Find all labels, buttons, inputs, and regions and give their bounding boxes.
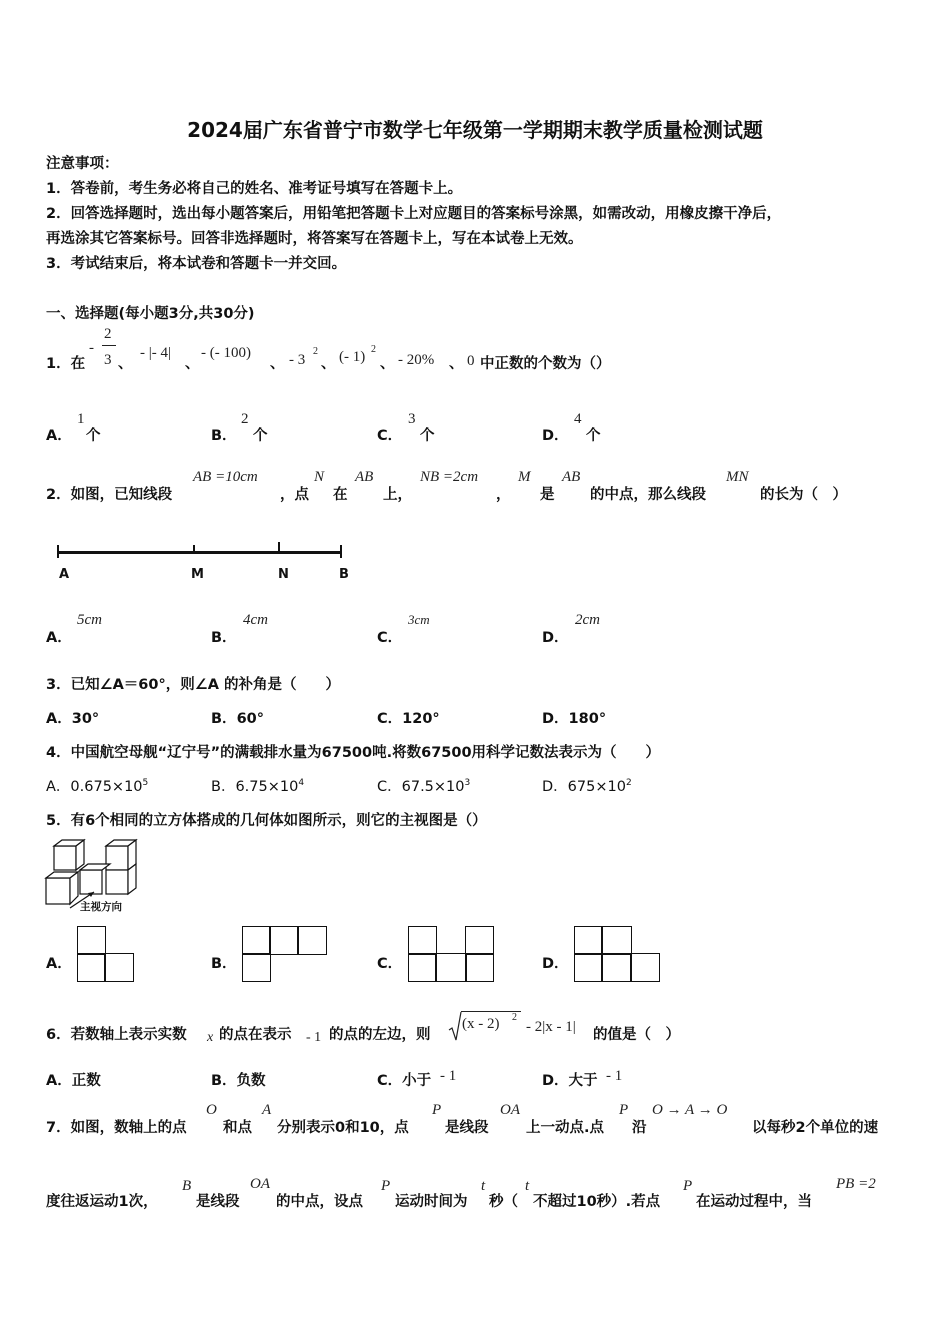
q1-frac-den: 3 [104, 352, 112, 368]
q1-option-b-value: 2 [241, 411, 249, 427]
q6-option-c-math: - 1 [440, 1068, 457, 1084]
q3-option-a[interactable] [46, 707, 99, 728]
notice-item-3: 3．考试结束后，将本试卷和答题卡一并交回。 [46, 256, 347, 272]
q3-option-b[interactable] [211, 707, 264, 728]
q5-option-c-label[interactable]: C． [377, 956, 403, 972]
notice-item-1: 1．答卷前，考生务必将自己的姓名、准考证号填写在答题卡上。 [46, 181, 463, 197]
q2-text: ， [496, 487, 511, 503]
q4-option-b-label: B． [211, 779, 236, 795]
q2-text: 在 [333, 487, 348, 503]
page-title: 2024届广东省普宁市数学七年级第一学期期末教学质量检测试题 [187, 118, 763, 142]
q1-option-b-label[interactable]: B． [211, 428, 237, 444]
q2-m: M [518, 469, 531, 485]
q2-text: 上， [383, 487, 412, 503]
q2-option-c-value: 3cm [408, 612, 430, 627]
q7-text: 以每秒2个单位的速 [752, 1120, 879, 1136]
q2-text: ，点 [280, 487, 309, 503]
q5-option-b-label[interactable]: B． [211, 956, 237, 972]
q4-option-b-value: 6.75×10 [235, 779, 299, 795]
q1-term-pow: - 3 [289, 352, 306, 368]
q6-option-a[interactable] [46, 1069, 101, 1090]
q4-option-b[interactable] [211, 775, 304, 796]
q7-p3: P [381, 1178, 391, 1194]
q6-option-b-value: 负数 [236, 1073, 266, 1089]
q7-text: 秒（ [489, 1194, 518, 1210]
q6-mid: 的点在表示 [219, 1027, 292, 1043]
q7-b: B [182, 1178, 192, 1194]
q2-n: N [314, 469, 325, 485]
q4-option-a[interactable] [46, 775, 148, 796]
section-heading: 一、选择题(每小题3分,共30分) [46, 306, 255, 322]
q6-option-d[interactable] [542, 1069, 598, 1090]
tick-b [340, 545, 342, 558]
q6-option-b[interactable] [211, 1069, 266, 1090]
q2-ab: AB [355, 469, 374, 485]
label-m: M [191, 567, 204, 582]
q1-frac-num: 2 [104, 326, 112, 342]
q2-ab-eq: AB =10cm [193, 469, 258, 485]
q1-option-b-unit: 个 [253, 428, 268, 444]
q6-option-d-value: 大于 [568, 1073, 598, 1089]
notice-item-2-cont: 再选涂其它答案标号。回答非选择题时，将答案写在答题卡上，写在本试卷上无效。 [46, 231, 583, 247]
q2-option-c-label[interactable]: C． [377, 630, 403, 646]
q1-term-abs: - |- 4| [140, 345, 171, 361]
q2-mn: MN [726, 469, 749, 485]
q6-expr-rest: - 2|x - 1| [526, 1019, 576, 1035]
q3-option-a-label: A． [46, 711, 72, 727]
q1-frac-minus: - [89, 340, 94, 356]
q3-option-c[interactable] [377, 707, 440, 728]
q7-text: 分别表示0和10，点 [277, 1120, 409, 1136]
q1-term-neg: - (- 100) [201, 345, 251, 361]
label-a: A [59, 567, 70, 582]
notice-item-2: 2．回答选择题时，选出每小题答案后，用铅笔把答题卡上对应题目的答案标号涂黑，如需改动，用橡皮擦干净后， [46, 206, 782, 222]
q6-option-c-label: C． [377, 1073, 403, 1089]
q2-text: 的中点，那么线段 [590, 487, 706, 503]
notice-heading: 注意事项： [46, 156, 119, 172]
q4-option-d[interactable] [542, 775, 632, 796]
q2-text: 是 [540, 487, 555, 503]
q3-option-c-value: 120° [402, 711, 440, 727]
q1-option-a-unit: 个 [86, 428, 101, 444]
q1-option-c-value: 3 [408, 411, 416, 427]
label-b: B [339, 567, 349, 582]
cube-caption: 主视方向 [80, 901, 122, 913]
segment-line [57, 551, 342, 554]
tick-a [57, 545, 59, 558]
q1-option-a-value: 1 [77, 411, 85, 427]
q1-prefix: 1．在 [46, 356, 86, 372]
q7-text: 运动时间为 [395, 1194, 468, 1210]
q1-option-d-unit: 个 [586, 428, 601, 444]
q2-nb-eq: NB =2cm [420, 469, 479, 485]
q6-option-d-math: - 1 [606, 1068, 623, 1084]
q6-neg-one: - 1 [306, 1030, 322, 1045]
q7-pb-eq: PB =2 [836, 1176, 876, 1192]
q6-prefix: 6．若数轴上表示实数 [46, 1027, 187, 1043]
q7-text: 是线段 [445, 1120, 489, 1136]
q7-l1-prefix: 7．如图，数轴上的点 [46, 1120, 187, 1136]
q6-option-c[interactable] [377, 1069, 431, 1090]
q3-option-d-label: D． [542, 711, 569, 727]
q1-sep: 、 [449, 356, 464, 372]
q4-option-a-exp: 5 [142, 778, 149, 789]
q7-text: 沿 [632, 1120, 647, 1136]
q2-option-a-value: 5cm [77, 612, 102, 628]
q2-option-b-label[interactable]: B． [211, 630, 237, 646]
q1-sep: 、 [321, 356, 336, 372]
q6-option-a-value: 正数 [71, 1073, 101, 1089]
q6-x: x [207, 1030, 214, 1045]
label-n: N [278, 567, 289, 582]
q6-mid2: 的点的左边，则 [329, 1027, 431, 1043]
q3-option-d-value: 180° [568, 711, 607, 727]
q7-text: 上一动点.点 [526, 1120, 605, 1136]
q6-expr-sqrt: (x - 2) [462, 1016, 500, 1032]
q7-p4: P [683, 1178, 693, 1194]
q7-oa: OA [500, 1102, 520, 1118]
q7-o: O [206, 1102, 217, 1118]
q7-t2: t [525, 1178, 530, 1194]
q3-option-a-value: 30° [71, 711, 100, 727]
q1-sep: 、 [270, 356, 285, 372]
q2-prefix: 2．如图，已知线段 [46, 487, 173, 503]
q7-p: P [432, 1102, 442, 1118]
q1-term-pow-exp: 2 [313, 346, 318, 357]
q6-suffix: 的值是（ ） [593, 1027, 680, 1043]
q7-l2-prefix: 度往返运动1次， [46, 1194, 158, 1210]
q1-sep: 、 [185, 356, 200, 372]
q6-option-d-label: D． [542, 1073, 569, 1089]
q3-option-c-label: C． [377, 711, 403, 727]
q7-text: 是线段 [196, 1194, 240, 1210]
q6-expr-exp: 2 [512, 1012, 517, 1023]
q1-option-d-value: 4 [574, 411, 582, 427]
q6-option-a-label: A． [46, 1073, 72, 1089]
q1-frac-bar [102, 345, 116, 346]
q5-option-d-label[interactable]: D． [542, 956, 569, 972]
q1-term-zero: 0 [467, 353, 475, 369]
q7-text: 的中点，设点 [276, 1194, 363, 1210]
q1-sep: 、 [380, 356, 395, 372]
q7-text: 不超过10秒）.若点 [533, 1194, 661, 1210]
q3-option-d[interactable] [542, 707, 606, 728]
question-4: 4．中国航空母舰“辽宁号”的满载排水量为67500吨.将数67500用科学记数法表示为（ ） [46, 745, 661, 761]
sqrt-sign-icon [448, 1010, 462, 1042]
q2-suffix: 的长为（ ） [760, 487, 847, 503]
q2-option-d-value: 2cm [575, 612, 600, 628]
q4-option-c-value: 67.5×10 [401, 779, 465, 795]
tick-m [193, 545, 195, 553]
question-5: 5．有6个相同的立方体搭成的几何体如图所示，则它的主视图是（） [46, 813, 487, 829]
q7-p2: P [619, 1102, 629, 1118]
q2-option-b-value: 4cm [243, 612, 268, 628]
q2-option-a-label[interactable]: A． [46, 630, 72, 646]
q1-term-paren: (- 1) [339, 349, 366, 365]
q7-oa2: OA [250, 1176, 270, 1192]
q1-sep: 、 [118, 356, 133, 372]
q4-option-d-label: D． [542, 779, 568, 795]
q7-t: t [481, 1178, 486, 1194]
tick-n [278, 542, 280, 552]
q4-option-d-exp: 2 [625, 778, 632, 789]
q4-option-c-exp: 3 [464, 778, 471, 789]
q7-text: 和点 [223, 1120, 252, 1136]
q4-option-d-value: 675×10 [567, 779, 626, 795]
q1-term-percent: - 20% [398, 352, 435, 368]
q6-option-c-value: 小于 [402, 1073, 432, 1089]
q4-option-c-label: C． [377, 779, 402, 795]
q1-option-a-label[interactable]: A． [46, 428, 72, 444]
q7-text: 在运动过程中，当 [696, 1194, 812, 1210]
q7-a: A [262, 1102, 272, 1118]
q4-option-a-value: 0.675×10 [70, 779, 143, 795]
question-3: 3．已知∠A＝60°，则∠A 的补角是（ ） [46, 677, 341, 693]
q5-option-a-label[interactable]: A． [46, 956, 72, 972]
q3-option-b-label: B． [211, 711, 237, 727]
q1-suffix: 中正数的个数为（） [480, 356, 611, 372]
q1-option-c-label[interactable]: C． [377, 428, 403, 444]
q4-option-c[interactable] [377, 775, 470, 796]
q2-option-d-label[interactable]: D． [542, 630, 569, 646]
q3-option-b-value: 60° [236, 711, 264, 727]
q1-option-d-label[interactable]: D． [542, 428, 569, 444]
q2-ab2: AB [562, 469, 581, 485]
q4-option-b-exp: 4 [298, 778, 305, 789]
q7-path: O → A → O [652, 1102, 728, 1118]
q1-option-c-unit: 个 [420, 428, 435, 444]
q6-option-b-label: B． [211, 1073, 237, 1089]
q1-term-paren-exp: 2 [371, 344, 376, 355]
q4-option-a-label: A． [46, 779, 71, 795]
